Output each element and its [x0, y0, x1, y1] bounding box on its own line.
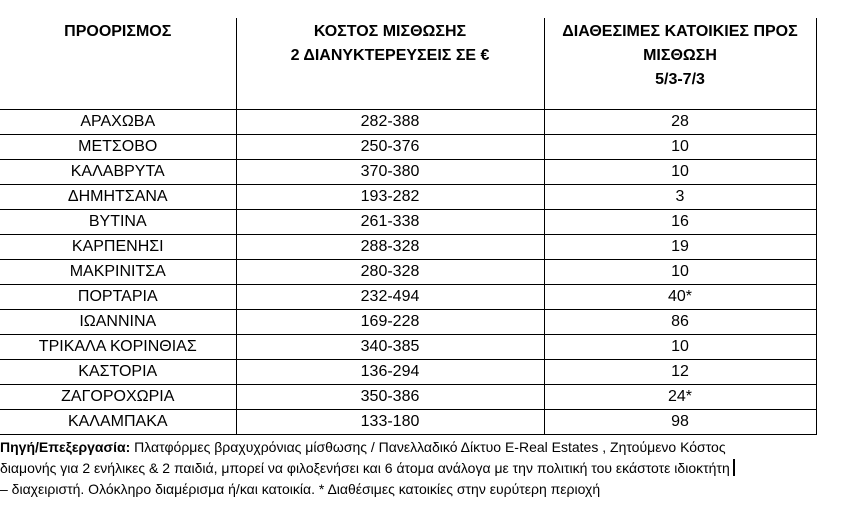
header-rental-cost: [236, 18, 544, 110]
source-note-line-2: [0, 458, 830, 479]
table-row: [0, 110, 816, 135]
cell-destination: ΒΥΤΙΝΑ: [0, 210, 236, 235]
header-destination: ΠΡΟΟΡΙΣΜΟΣ: [0, 18, 236, 110]
table-row: [0, 160, 816, 185]
cell-cost: 288-328: [236, 235, 544, 260]
cell-cost: 193-282: [236, 185, 544, 210]
source-note: [0, 437, 830, 500]
table-row: [0, 360, 816, 385]
table-row: [0, 185, 816, 210]
table-row: [0, 385, 816, 410]
cell-available: 19: [544, 235, 816, 260]
table-row: [0, 335, 816, 360]
cell-available: 10: [544, 260, 816, 285]
table-row: [0, 260, 816, 285]
header-cost-line-1: ΚΟΣΤΟΣ ΜΙΣΘΩΣΗΣ: [313, 23, 467, 40]
cell-destination: ΠΟΡΤΑΡΙΑ: [0, 285, 236, 310]
cell-cost: 340-385: [236, 335, 544, 360]
source-note-line-3: [0, 479, 830, 500]
cell-destination: ΤΡΙΚΑΛΑ ΚΟΡΙΝΘΙΑΣ: [0, 335, 236, 360]
source-note-text-3: – διαχειριστή. Ολόκληρο διαμέρισμα ή/και κατοικία. * Διαθέσιμες κατοικίες στην ευρύτερη περιοχή: [0, 481, 601, 497]
cell-cost: 232-494: [236, 285, 544, 310]
cell-available: 3: [544, 185, 816, 210]
cell-available: 10: [544, 160, 816, 185]
header-avail-line-3: 5/3-7/3: [655, 71, 705, 88]
cell-available: 24*: [544, 385, 816, 410]
source-note-line-1: [0, 437, 830, 458]
cell-cost: 136-294: [236, 360, 544, 385]
table-row: [0, 135, 816, 160]
cell-destination: ΚΑΣΤΟΡΙΑ: [0, 360, 236, 385]
table-header-row: [0, 18, 816, 110]
cell-cost: 169-228: [236, 310, 544, 335]
cell-cost: 280-328: [236, 260, 544, 285]
cell-destination: ΜΑΚΡΙΝΙΤΣΑ: [0, 260, 236, 285]
document-body: [0, 18, 850, 500]
header-avail-line-2: ΜΙΣΘΩΣΗ: [643, 47, 717, 64]
cell-available: 86: [544, 310, 816, 335]
cell-available: 16: [544, 210, 816, 235]
table-row: [0, 310, 816, 335]
cell-available: 28: [544, 110, 816, 135]
text-cursor: [733, 459, 735, 476]
table-row: [0, 410, 816, 435]
cell-available: 10: [544, 335, 816, 360]
table-row: [0, 235, 816, 260]
cell-available: 10: [544, 135, 816, 160]
cell-destination: ΔΗΜΗΤΣΑΝΑ: [0, 185, 236, 210]
cell-available: 40*: [544, 285, 816, 310]
rental-cost-table: [0, 18, 817, 435]
cell-destination: ΑΡΑΧΩΒΑ: [0, 110, 236, 135]
cell-cost: 282-388: [236, 110, 544, 135]
cell-destination: ΚΑΛΑΒΡΥΤΑ: [0, 160, 236, 185]
header-avail-line-1: ΔΙΑΘΕΣΙΜΕΣ ΚΑΤΟΙΚΙΕΣ ΠΡΟΣ: [562, 23, 798, 40]
cell-cost: 261-338: [236, 210, 544, 235]
cell-available: 98: [544, 410, 816, 435]
table-body: [0, 110, 816, 435]
cell-destination: ΜΕΤΣΟΒΟ: [0, 135, 236, 160]
cell-cost: 350-386: [236, 385, 544, 410]
cell-destination: ΚΑΛΑΜΠΑΚΑ: [0, 410, 236, 435]
table-row: [0, 285, 816, 310]
cell-cost: 250-376: [236, 135, 544, 160]
cell-cost: 133-180: [236, 410, 544, 435]
cell-destination: ΚΑΡΠΕΝΗΣΙ: [0, 235, 236, 260]
header-available-homes: [544, 18, 816, 110]
table-row: [0, 210, 816, 235]
source-label: Πηγή/Επεξεργασία:: [0, 439, 131, 455]
cell-cost: 370-380: [236, 160, 544, 185]
source-note-text-2: διαμονής για 2 ενήλικες & 2 παιδιά, μπορεί να φιλοξενήσει και 6 άτομα ανάλογα με την πολιτική του εκάστοτε ιδιοκτήτη: [0, 460, 730, 476]
cell-destination: ΙΩΑΝΝΙΝΑ: [0, 310, 236, 335]
header-cost-line-2: 2 ΔΙΑΝΥΚΤΕΡΕΥΣΕΙΣ ΣΕ €: [290, 47, 490, 64]
source-note-text-1: Πλατφόρμες βραχυχρόνιας μίσθωσης / Πανελλαδικό Δίκτυο E-Real Estates , Ζητούμενο Κόστος: [130, 439, 726, 455]
cell-destination: ΖΑΓΟΡΟΧΩΡΙΑ: [0, 385, 236, 410]
cell-available: 12: [544, 360, 816, 385]
